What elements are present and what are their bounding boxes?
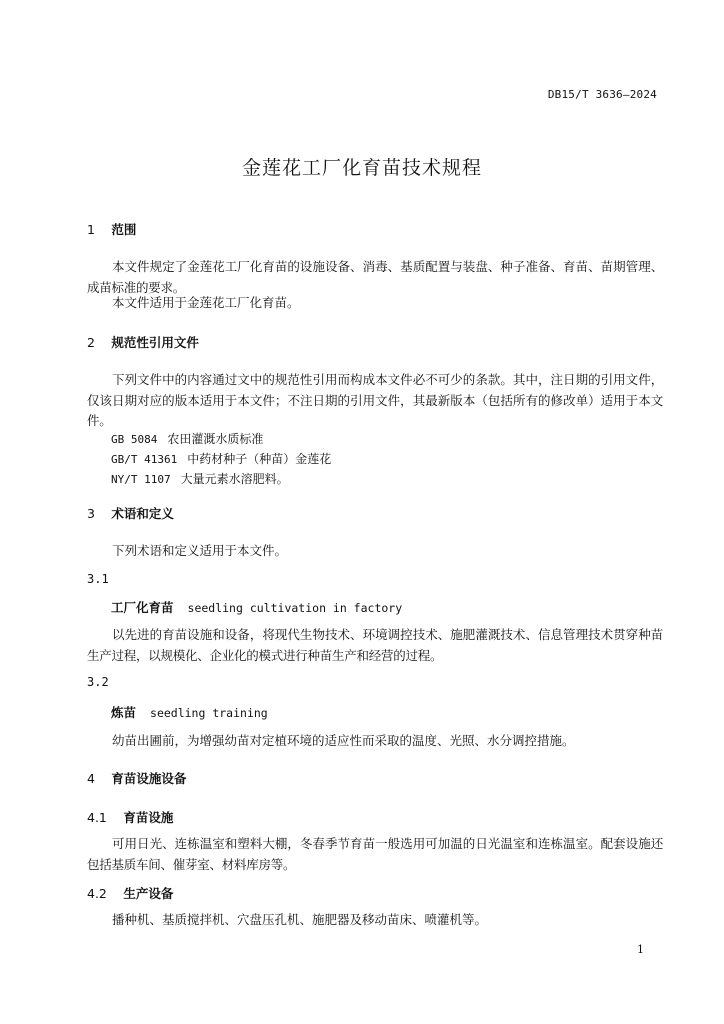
- page-number: 1: [637, 943, 644, 956]
- term-number: 3.1: [87, 572, 109, 586]
- reference-item: [111, 450, 331, 467]
- section-3-heading: [87, 504, 174, 522]
- document-code: DB15/T 3636—2024: [547, 88, 657, 101]
- subsection-title: 生产设备: [123, 886, 174, 901]
- term-number: 3.2: [87, 675, 109, 689]
- reference-item: [111, 430, 263, 447]
- term-definition: 以先进的育苗设施和设备，将现代生物技术、环境调控技术、施肥灌溉技术、信息管理技术贯穿种苗生产过程，以规模化、企业化的模式进行种苗生产和经营的过程。: [87, 627, 663, 663]
- section-number: 2: [87, 335, 95, 350]
- section-title: 范围: [111, 222, 137, 237]
- reference-item: [111, 470, 289, 487]
- section-1-paragraph-2: 本文件适用于金莲花工厂化育苗。: [112, 295, 300, 310]
- reference-code: GB/T 41361: [111, 453, 178, 466]
- reference-name: 大量元素水溶肥料。: [180, 472, 289, 486]
- term-entry: [111, 703, 268, 721]
- section-1-paragraph-1: 本文件规定了金莲花工厂化育苗的设施设备、消毒、基质配置与装盘、种子准备、育苗、苗期管理、成苗标准的要求。: [87, 259, 663, 295]
- subsection-4-1-paragraph: 可用日光、连栋温室和塑料大棚，冬春季节育苗一般选用可加温的日光温室和连栋温室。配套设施还包括基质车间、催芽室、材料库房等。: [87, 836, 663, 872]
- section-3-paragraph-1: 下列术语和定义适用于本文件。: [112, 543, 288, 558]
- term-definition: 幼苗出圃前，为增强幼苗对定植环境的适应性而采取的温度、光照、水分调控措施。: [112, 733, 575, 748]
- term-english: seedling cultivation in factory: [187, 601, 403, 615]
- term-english: seedling training: [150, 706, 268, 720]
- subsection-4-2-heading: [87, 884, 173, 902]
- subsection-title: 育苗设施: [123, 810, 174, 825]
- section-number: 4: [87, 771, 95, 786]
- section-1-heading: [87, 220, 136, 238]
- section-title: 规范性引用文件: [111, 335, 199, 350]
- term-chinese: 炼苗: [111, 705, 137, 720]
- document-title: 金莲花工厂化育苗技术规程: [241, 157, 482, 179]
- reference-code: GB 5084: [111, 433, 158, 446]
- subsection-4-1-heading: [87, 808, 173, 826]
- term-chinese: 工厂化育苗: [111, 600, 174, 615]
- reference-name: 中药材种子（种苗）金莲花: [187, 452, 332, 466]
- section-number: 3: [87, 506, 95, 521]
- section-number: 1: [87, 222, 95, 237]
- section-title: 术语和定义: [111, 506, 174, 521]
- section-2-heading: [87, 333, 199, 351]
- subsection-number: 4.2: [87, 886, 107, 901]
- subsection-4-2-paragraph: 播种机、基质搅拌机、穴盘压孔机、施肥器及移动苗床、喷灌机等。: [112, 912, 488, 927]
- reference-code: NY/T 1107: [111, 473, 171, 486]
- section-4-heading: [87, 769, 186, 787]
- section-2-paragraph-1: 下列文件中的内容通过文中的规范性引用而构成本文件必不可少的条款。其中，注日期的引用文件，仅该日期对应的版本适用于本文件；不注日期的引用文件，其最新版本（包括所有的修改单）适用于本文件。: [87, 372, 663, 428]
- subsection-number: 4.1: [87, 810, 107, 825]
- reference-name: 农田灌溉水质标准: [167, 432, 264, 446]
- term-entry: [111, 598, 402, 616]
- section-title: 育苗设施设备: [111, 771, 187, 786]
